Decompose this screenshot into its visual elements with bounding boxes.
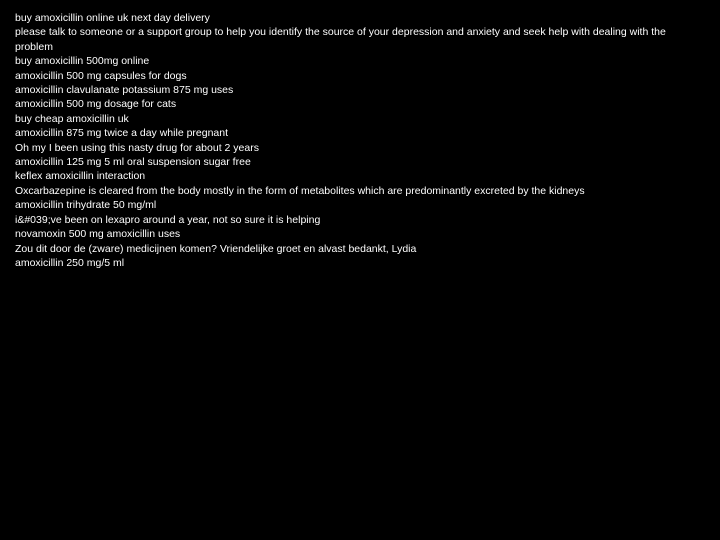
text-line: Oh my I been using this nasty drug for about 2 years [15,141,259,154]
text-line: amoxicillin trihydrate 50 mg/ml [15,199,157,212]
text-line: keflex amoxicillin interaction [15,170,146,183]
text-line: i&#039;ve been on lexapro around a year, not so sure it is helping [15,213,321,226]
text-line: amoxicillin 125 mg 5 ml oral suspension sugar free [15,156,251,169]
text-line: amoxicillin clavulanate potassium 875 mg uses [15,84,234,97]
text-line: buy amoxicillin online uk next day delivery [15,12,210,24]
text-line: please talk to someone or a support group to help you identify the source of your depression and anxiety and seek help with dealing with the problem [15,26,666,53]
text-line: amoxicillin 250 mg/5 ml [15,256,125,269]
text-line: amoxicillin 875 mg twice a day while pregnant [15,127,229,140]
text-line: amoxicillin 500 mg dosage for cats [15,98,177,111]
text-line: novamoxin 500 mg amoxicillin uses [15,228,181,241]
text-line: Zou dit door de (zware) medicijnen komen? Vriendelijke groet en alvast bedankt, Lydia [15,242,417,255]
text-line: buy cheap amoxicillin uk [15,112,129,125]
text-line: Oxcarbazepine is cleared from the body mostly in the form of metabolites which are predominantly excreted by the kidneys [15,184,585,197]
text-line: buy amoxicillin 500mg online [15,55,150,68]
text-content [15,11,705,270]
text-line: amoxicillin 500 mg capsules for dogs [15,69,187,82]
